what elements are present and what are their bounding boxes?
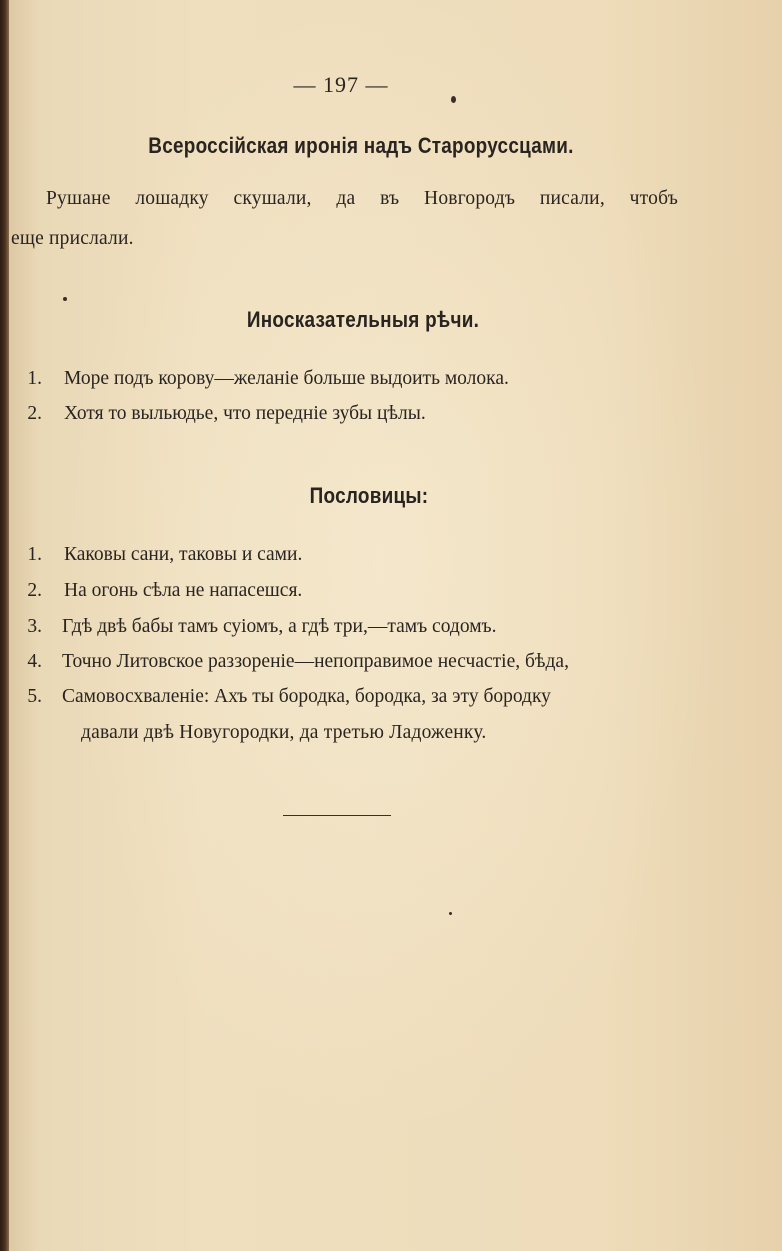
list-item-text: Каковы сани, таковы и сами. [64, 544, 303, 565]
list-item-number: 2. [27, 580, 42, 601]
list-item-text: Море подъ корову—желаніе больше выдоить молока. [64, 368, 509, 389]
paragraph-line: Рушане лошадку скушали, да въ Новгородъ писали, чтобъ [46, 188, 678, 209]
list-item-number: 1. [27, 544, 42, 565]
section-title-allegorical-speech: Иносказательныя рѣчи. [246, 307, 480, 332]
book-spine [0, 0, 9, 1251]
list-item-text: Хотя то выльюдье, что передніе зубы цѣлы. [64, 403, 426, 424]
list-item-text: Гдѣ двѣ бабы тамъ суіомъ, а гдѣ три,—тамъ содомъ. [62, 616, 497, 637]
ink-blot [63, 297, 67, 301]
ink-blot [449, 912, 452, 915]
list-item-number: 3. [27, 616, 42, 637]
page-number: — 197 — [293, 72, 389, 97]
list-item-number: 2. [27, 403, 42, 424]
list-item-continuation: давали двѣ Новугородки, да третью Ладоженку. [81, 722, 487, 743]
list-item-number: 4. [27, 651, 42, 672]
section-divider [283, 815, 391, 816]
list-item-text: Точно Литовское раззореніе—непоправимое несчастіе, бѣда, [62, 651, 569, 672]
section-title-irony: Всероссійская иронія надъ Старорусcцами. [148, 133, 574, 158]
list-item-text: На огонь сѣла не напасешся. [64, 580, 303, 601]
list-item-number: 5. [27, 686, 42, 707]
list-item-text: Самовосхваленіе: Ахъ ты бородка, бородка, за эту бородку [62, 686, 551, 707]
list-item-number: 1. [27, 368, 42, 389]
paragraph-line: еще прислали. [11, 228, 134, 249]
section-title-proverbs: Пословицы: [309, 483, 429, 508]
